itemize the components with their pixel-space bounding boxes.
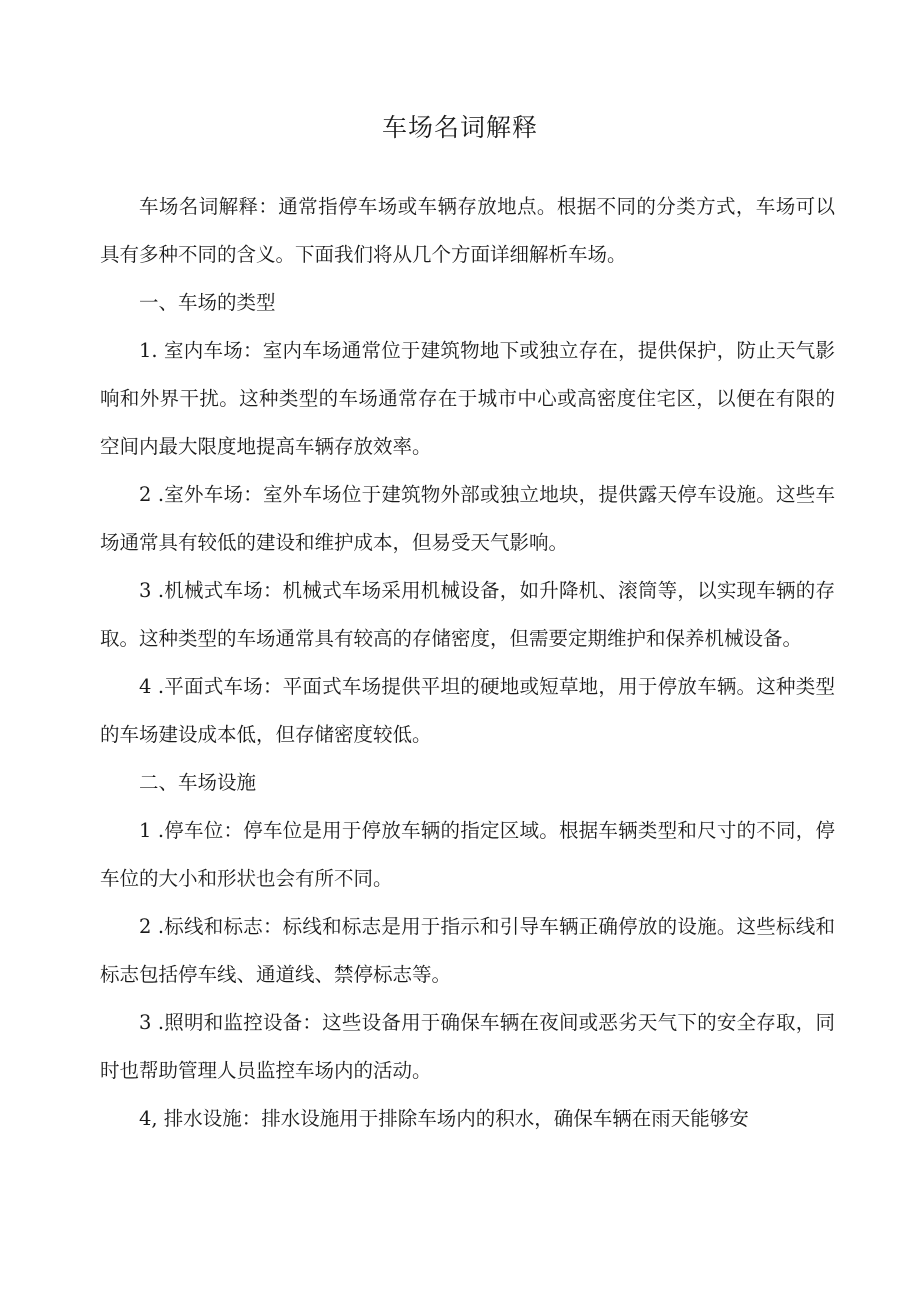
- document-title: 车场名词解释: [381, 113, 538, 142]
- paragraph-drainage: 4, 排水设施：排水设施用于排除车场内的积水，确保车辆在雨天能够安: [139, 1107, 749, 1130]
- paragraph-lighting-monitoring: 3 .照明和监控设备：这些设备用于确保车辆在夜间或恶劣天气下的安全存取，同时也帮助管理人员监控车场内的活动。: [100, 1011, 835, 1082]
- section-heading-facilities: 二、车场设施: [139, 771, 257, 794]
- paragraph-indoor-lot: 1. 室内车场：室内车场通常位于建筑物地下或独立存在，提供保护，防止天气影响和外界干扰。这种类型的车场通常存在于城市中心或高密度住宅区，以便在有限的空间内最大限度地提高车辆存放效率。: [100, 339, 835, 458]
- section-heading-types: 一、车场的类型: [139, 291, 276, 314]
- paragraph-outdoor-lot: 2 .室外车场：室外车场位于建筑物外部或独立地块，提供露天停车设施。这些车场通常具有较低的建设和维护成本，但易受天气影响。: [100, 483, 835, 554]
- paragraph-surface-lot: 4 .平面式车场：平面式车场提供平坦的硬地或短草地，用于停放车辆。这种类型的车场建设成本低，但存储密度较低。: [100, 675, 835, 746]
- paragraph-mechanical-lot: 3 .机械式车场：机械式车场采用机械设备，如升降机、滚筒等，以实现车辆的存取。这种类型的车场通常具有较高的存储密度，但需要定期维护和保养机械设备。: [100, 579, 835, 650]
- paragraph-markings-signs: 2 .标线和标志：标线和标志是用于指示和引导车辆正确停放的设施。这些标线和标志包括停车线、通道线、禁停标志等。: [100, 915, 835, 986]
- intro-paragraph: 车场名词解释：通常指停车场或车辆存放地点。根据不同的分类方式，车场可以具有多种不同的含义。下面我们将从几个方面详细解析车场。: [100, 195, 835, 266]
- document-body: [100, 183, 835, 1143]
- paragraph-parking-space: 1 .停车位：停车位是用于停放车辆的指定区域。根据车辆类型和尺寸的不同，停车位的大小和形状也会有所不同。: [100, 819, 835, 890]
